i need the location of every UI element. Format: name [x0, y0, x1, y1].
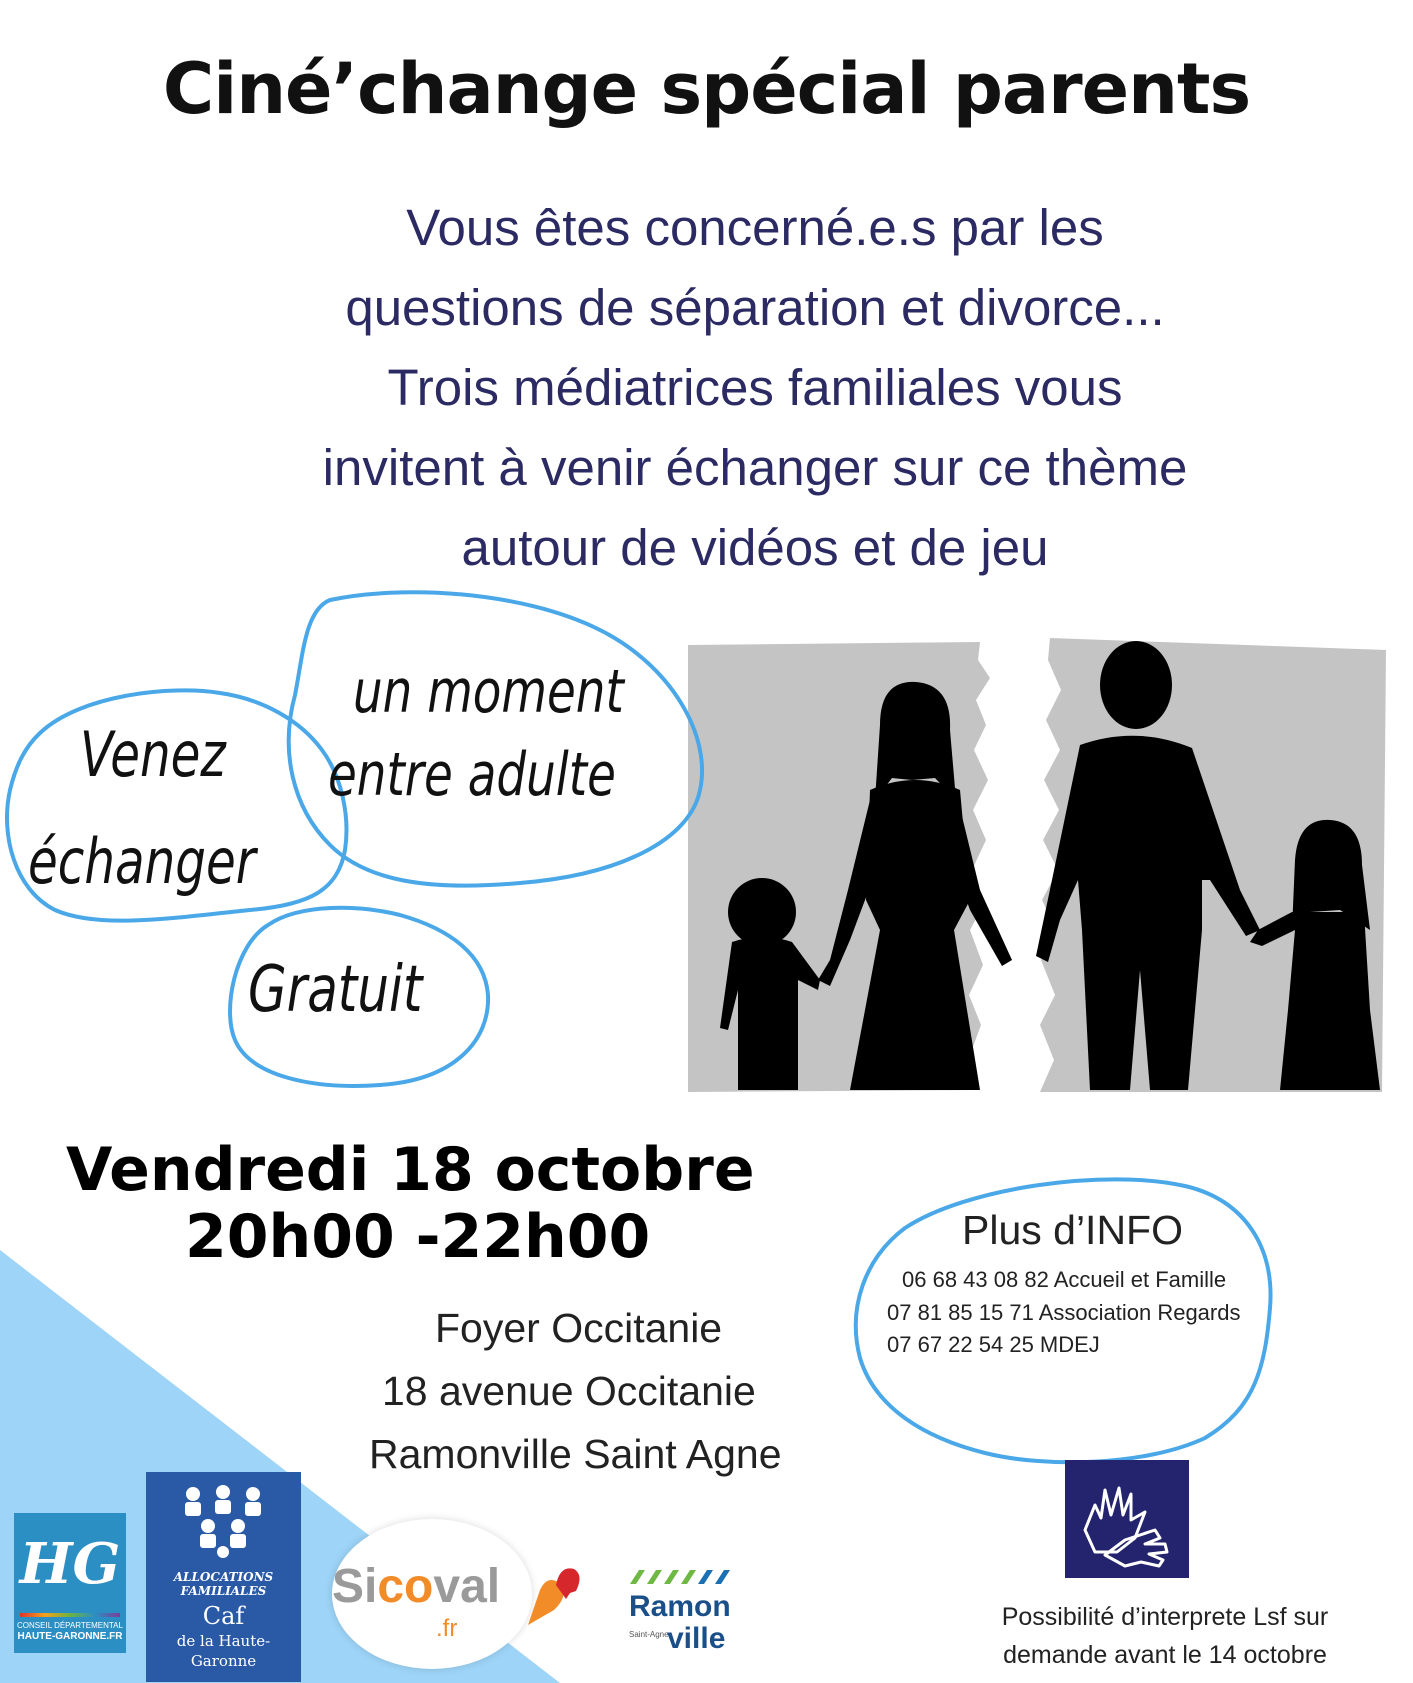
intro-line: Trois médiatrices familiales vous [387, 359, 1123, 416]
lsf-note-line: demande avant le 14 octobre [1003, 1641, 1327, 1669]
venue-city: Ramonville Saint Agne [369, 1431, 782, 1477]
info-contact: 07 67 22 54 25 MDEJ [887, 1332, 1100, 1357]
hg-logo [14, 1513, 126, 1653]
sign-language-icon [1065, 1460, 1189, 1578]
hg-caption: CONSEIL DÉPARTEMENTAL [17, 1621, 123, 1630]
venue-name: Foyer Occitanie [435, 1305, 723, 1351]
ramonville-stripes-icon [625, 1568, 735, 1586]
caf-text: Caf [202, 1602, 245, 1630]
bubble-moment-outline [289, 592, 702, 885]
ramonville-text: Saint-Agne [629, 1630, 669, 1639]
event-date: Vendredi 18 octobre [66, 1135, 755, 1205]
bubble-moment-line1: un moment [353, 657, 624, 727]
father-head [1100, 641, 1172, 729]
ramonville-text: Ramon [629, 1590, 731, 1623]
bubble-gratuit: Gratuit [248, 953, 423, 1027]
page-title: Ciné’change spécial parents [162, 48, 1251, 130]
ramonville-text: ville [667, 1622, 726, 1655]
lsf-note [930, 1598, 1400, 1674]
hg-caption: HAUTE-GARONNE.FR [17, 1631, 123, 1642]
intro-line: Vous êtes concerné.e.s par les [406, 199, 1104, 256]
sicoval-text: Si [332, 1560, 378, 1613]
caf-text: de la Haute- [176, 1632, 271, 1650]
sicoval-wordmark [332, 1559, 500, 1614]
hg-logo-mark: HG [19, 1531, 121, 1597]
caf-logo [146, 1472, 301, 1682]
caf-text: ALLOCATIONS [173, 1570, 274, 1584]
sicoval-text: co [377, 1560, 434, 1613]
sicoval-domain: .fr [436, 1615, 458, 1642]
intro-line: questions de séparation et divorce... [345, 279, 1165, 336]
event-time: 20h00 -22h00 [185, 1202, 651, 1272]
ramonville-logo [625, 1568, 735, 1663]
boy-head [728, 878, 796, 946]
caf-figures-icon [168, 1484, 278, 1564]
info-contact: 06 68 43 08 82 Accueil et Famille [902, 1267, 1227, 1292]
intro-line: autour de vidéos et de jeu [461, 519, 1049, 576]
info-contact: 07 81 85 15 71 Association Regards [887, 1300, 1241, 1325]
speech-icon [518, 1555, 588, 1635]
info-heading: Plus d’INFO [962, 1207, 1183, 1253]
intro-line: invitent à venir échanger sur ce thème [322, 439, 1188, 496]
caf-text: FAMILIALES [180, 1584, 267, 1598]
venue-street: 18 avenue Occitanie [382, 1368, 756, 1414]
bubble-venez-line1: Venez [80, 718, 226, 791]
caf-text: Garonne [190, 1652, 257, 1670]
intro-text [180, 188, 1330, 588]
bubble-moment-line2: entre adulte [328, 740, 616, 810]
sicoval-logo [328, 1515, 588, 1675]
sicoval-text: val [433, 1560, 501, 1613]
bubble-venez-line2: échanger [28, 825, 256, 898]
hg-color-band [20, 1613, 120, 1617]
family-silhouette-image [680, 630, 1400, 1095]
lsf-note-line: Possibilité d’interprete Lsf sur [1001, 1603, 1329, 1631]
